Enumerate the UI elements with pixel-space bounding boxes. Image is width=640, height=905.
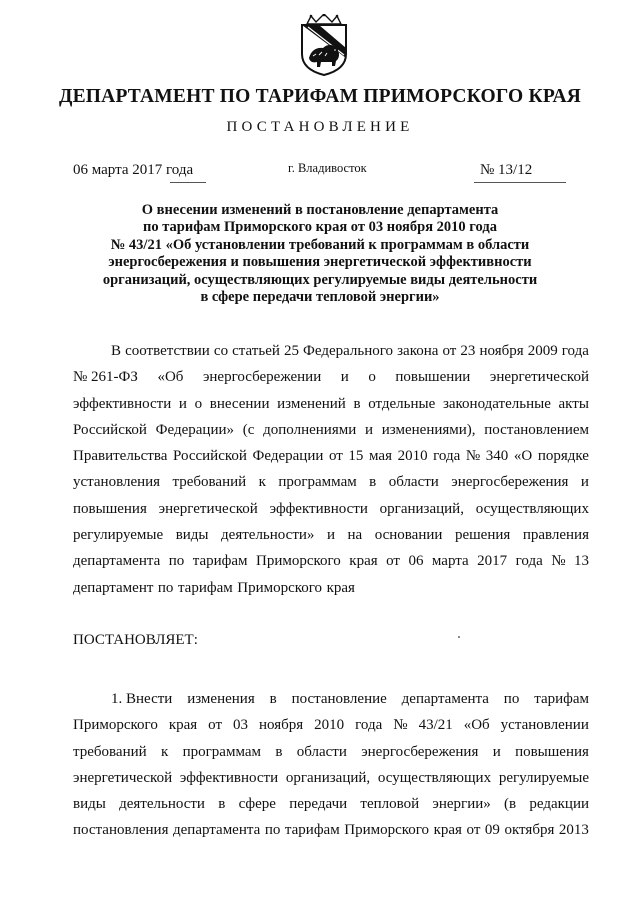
word: со xyxy=(213,343,229,359)
word: тарифам xyxy=(192,553,248,570)
word: сфере xyxy=(238,796,276,813)
number-underline xyxy=(474,182,566,183)
word: установления xyxy=(73,474,161,491)
word: энергетической xyxy=(489,369,589,386)
text-line xyxy=(73,791,589,817)
word: № xyxy=(465,448,481,465)
word: 15 xyxy=(348,448,364,465)
word: октября xyxy=(504,822,555,839)
word: и xyxy=(178,395,187,412)
resolves-heading: ПОСТАНОВЛЯЕТ: xyxy=(73,632,198,648)
text-line xyxy=(73,817,589,843)
document-date: 06 марта 2017 года xyxy=(73,162,194,178)
subject-line: энергосбережения и повышения энергетической эффективности xyxy=(108,254,532,271)
word: В xyxy=(111,343,122,359)
word: изменениями), xyxy=(381,421,476,438)
word: Правительства xyxy=(73,448,168,465)
word: в xyxy=(369,474,377,491)
word: виды xyxy=(175,527,209,544)
word: о xyxy=(194,395,203,412)
word: Приморского xyxy=(237,579,323,596)
word: 23 xyxy=(460,343,476,359)
word: осуществляющих xyxy=(475,500,589,517)
word: о xyxy=(368,369,376,386)
word: «Об xyxy=(463,717,490,734)
coat-of-arms-icon xyxy=(299,14,349,76)
word: 13 xyxy=(573,553,589,570)
word: Российской xyxy=(73,421,147,438)
subject-line: в сфере передачи тепловой энергии» xyxy=(200,289,440,306)
word: программам xyxy=(278,474,357,491)
word: Федерации» xyxy=(155,421,235,438)
word: от xyxy=(466,822,481,839)
word: 03 xyxy=(233,717,248,734)
word: (в xyxy=(504,796,517,813)
text-line xyxy=(73,522,589,548)
word: изменения xyxy=(187,691,255,707)
word: изменений xyxy=(277,395,346,412)
word: от xyxy=(328,448,343,465)
word: 2010 xyxy=(314,717,345,734)
word: статьей xyxy=(232,343,280,359)
word: к xyxy=(160,743,169,760)
word: ноября xyxy=(258,717,304,734)
text-line xyxy=(73,765,589,791)
word: года xyxy=(433,448,461,465)
word: законодательные xyxy=(442,395,551,412)
document-subject xyxy=(90,202,550,306)
word: 2017 xyxy=(477,553,508,570)
word: № xyxy=(393,717,408,734)
word: эффективности xyxy=(179,769,279,786)
text-line xyxy=(73,548,589,574)
word: края xyxy=(433,822,462,839)
word: и xyxy=(580,474,589,491)
word: основании xyxy=(374,527,443,544)
word: 340 xyxy=(485,448,509,465)
text-line xyxy=(73,739,589,765)
word: ноября xyxy=(479,343,524,359)
word: энергосбережения xyxy=(451,474,569,491)
text-line xyxy=(73,469,589,495)
word: соответствии xyxy=(125,343,210,359)
subject-line: организаций, осуществляющих регулируемые виды деятельности xyxy=(102,271,538,288)
word: области xyxy=(296,743,347,760)
word: установлении xyxy=(500,717,589,734)
word: энергии» xyxy=(432,796,491,813)
document-type: ПОСТАНОВЛЕНИЕ xyxy=(226,119,414,135)
text-line xyxy=(73,686,589,712)
word: области xyxy=(388,474,439,491)
word: департамента xyxy=(73,553,161,570)
word: марта xyxy=(431,553,469,570)
word: от xyxy=(208,717,223,734)
word: постановление xyxy=(291,691,387,707)
word: № 261-ФЗ xyxy=(73,369,138,386)
word: регулируемые xyxy=(498,769,589,786)
word: повышении xyxy=(395,369,471,386)
word: на xyxy=(347,527,363,544)
word: эффективности xyxy=(269,500,368,517)
word: от xyxy=(386,553,400,570)
word: года xyxy=(515,553,543,570)
word: программам xyxy=(182,743,261,760)
word: департамент xyxy=(73,579,154,596)
word: в xyxy=(353,395,361,412)
word: закона xyxy=(397,343,439,359)
word: и xyxy=(492,743,501,760)
word: регулируемые xyxy=(73,527,164,544)
word: тепловой xyxy=(360,796,420,813)
clause-1-paragraph xyxy=(73,686,589,844)
word: повышения xyxy=(515,743,589,760)
text-line xyxy=(73,364,589,390)
word: передачи xyxy=(289,796,348,813)
word: по xyxy=(157,579,174,596)
word: деятельности xyxy=(119,796,205,813)
word: года xyxy=(355,717,383,734)
word: «Об xyxy=(157,369,184,386)
word: тарифам xyxy=(284,822,340,839)
word: энергосбережения xyxy=(361,743,479,760)
word: по xyxy=(168,553,185,570)
word: 25 xyxy=(283,343,299,359)
word: года xyxy=(561,343,589,359)
word: к xyxy=(258,474,266,491)
word: 06 xyxy=(408,553,424,570)
word: «О xyxy=(513,448,533,465)
word: края xyxy=(326,579,355,596)
word: мая xyxy=(369,448,392,465)
word: 2009 xyxy=(527,343,558,359)
word: дополнениями xyxy=(263,421,357,438)
word: края xyxy=(168,717,198,734)
word: виды xyxy=(73,796,106,813)
word: решения xyxy=(454,527,511,544)
text-line xyxy=(73,391,589,417)
word: Приморского xyxy=(73,717,158,734)
department-title: ДЕПАРТАМЕНТ ПО ТАРИФАМ ПРИМОРСКОГО КРАЯ xyxy=(58,86,582,107)
word: требований xyxy=(172,474,247,491)
word: по xyxy=(503,691,520,707)
word: постановления xyxy=(73,822,169,839)
text-line xyxy=(73,443,589,469)
word: департамента xyxy=(401,691,489,707)
word: эффективности xyxy=(73,395,172,412)
word: отдельные xyxy=(368,395,436,412)
word: № xyxy=(551,553,566,570)
word: (с xyxy=(242,421,255,438)
word: края xyxy=(349,553,378,570)
word: организаций, xyxy=(379,500,464,517)
word: департамента xyxy=(173,822,261,839)
word: и xyxy=(340,369,349,386)
scan-speck xyxy=(458,636,460,638)
word: 1. Внести xyxy=(111,691,173,707)
text-line xyxy=(73,712,589,738)
word: 43/21 xyxy=(418,717,453,734)
text-line xyxy=(73,417,589,443)
subject-line: № 43/21 «Об установлении требований к программам в области xyxy=(110,236,530,253)
preamble-paragraph xyxy=(73,338,589,601)
text-line xyxy=(73,496,589,522)
word: по xyxy=(264,822,281,839)
text-line xyxy=(73,575,589,601)
word: требований xyxy=(73,743,147,760)
word: постановлением xyxy=(484,421,589,438)
word: энергетической xyxy=(73,769,173,786)
word: от xyxy=(442,343,457,359)
word: деятельности» xyxy=(221,527,315,544)
word: осуществляющих xyxy=(377,769,492,786)
word: 2010 xyxy=(397,448,428,465)
word: акты xyxy=(558,395,589,412)
word: Федерации xyxy=(252,448,324,465)
word: Приморского xyxy=(255,553,341,570)
word: энергетической xyxy=(158,500,258,517)
word: правления xyxy=(522,527,589,544)
date-underline xyxy=(170,182,206,183)
word: Федерального xyxy=(303,343,394,359)
subject-line: по тарифам Приморского края от 03 ноября 2010 года xyxy=(143,219,497,236)
word: и xyxy=(326,527,335,544)
word: в xyxy=(269,691,277,707)
word: 2013 xyxy=(558,822,589,839)
word: тарифам xyxy=(177,579,233,596)
word: Приморского xyxy=(344,822,430,839)
word: 09 xyxy=(484,822,500,839)
word: внесении xyxy=(209,395,270,412)
word: тарифам xyxy=(534,691,589,707)
word: организаций, xyxy=(285,769,371,786)
document-city: г. Владивосток xyxy=(288,161,367,175)
document-number: № 13/12 xyxy=(480,162,533,178)
word: Российской xyxy=(173,448,247,465)
text-line xyxy=(73,338,589,364)
subject-line: О внесении изменений в постановление департамента xyxy=(141,202,499,218)
word: и xyxy=(364,421,374,438)
word: в xyxy=(218,796,226,813)
word: в xyxy=(275,743,283,760)
word: порядке xyxy=(537,448,589,465)
word: энергосбережении xyxy=(202,369,322,386)
word: повышения xyxy=(73,500,147,517)
word: редакции xyxy=(529,796,589,813)
